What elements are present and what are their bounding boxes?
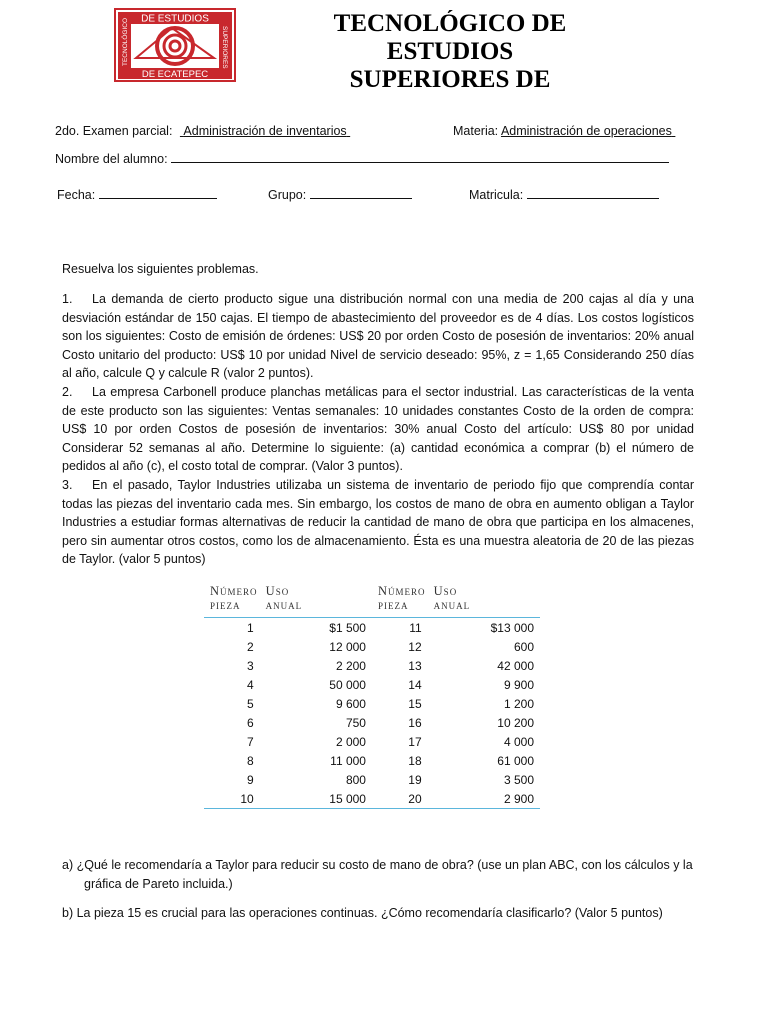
table-row bbox=[204, 675, 540, 694]
student-id-field[interactable] bbox=[469, 186, 659, 202]
annual-use-cell: 12 000 bbox=[329, 639, 366, 654]
annual-use-cell: 2 900 bbox=[428, 789, 540, 809]
question-a-line-2: gráfica de Pareto incluida.) bbox=[84, 876, 233, 891]
exam-field bbox=[55, 124, 350, 138]
part-number-cell: 20 bbox=[372, 789, 428, 809]
part-number-cell: 9 bbox=[246, 772, 254, 787]
problem-2: 2. La empresa Carbonell produce planchas metálicas para el sector industrial. Las características de la venta de este producto son las siguientes: Ventas semanales: 10 unidades constantes Costo de la orden de compra: US$ 10 por orden Costos de posesión de inventarios: 30% anual Costo del artículo: US$ 80 por unidad Considerar 52 semanas al año. Determine lo siguiente: (a) cantidad económica a comprar (b) el número de pedidos al año (c), el costo total de comprar. (Valor 3 puntos). bbox=[62, 384, 694, 474]
question-a-line-1: a) ¿Qué le recomendaría a Taylor para reducir su costo de mano de obra? (use un plan ABC, con los cálculos y la bbox=[62, 858, 693, 872]
problem-3: 3. En el pasado, Taylor Industries utilizaba un sistema de inventario de periodo fijo que comprendía contar todas las piezas del inventario cada mes. Sin embargo, los costos de mano de obra en aumento obligan a Taylor Industries a estudiar formas alternativas de reducir la cantidad de mano de obra que participa en los almacenes, pero sin aumentar otros costos, como los de almacenamiento. Ésta es una muestra aleatoria de 20 de las piezas de Taylor. (valor 5 puntos) bbox=[62, 477, 694, 567]
table-row bbox=[204, 713, 540, 732]
part-number-cell: 17 bbox=[408, 734, 422, 749]
part-number-cell: 18 bbox=[408, 753, 422, 768]
annual-use-cell: 1 200 bbox=[503, 696, 534, 711]
part-number-cell: 13 bbox=[408, 658, 422, 673]
group-field[interactable] bbox=[268, 186, 412, 202]
logo-text-left: TECNOLÓGICO bbox=[122, 17, 129, 66]
table-row bbox=[204, 770, 540, 789]
institution-title bbox=[300, 10, 600, 88]
title-line-2: ESTUDIOS bbox=[386, 38, 514, 65]
part-number-cell: 14 bbox=[408, 677, 422, 692]
annual-use-cell: 15 000 bbox=[260, 789, 372, 809]
part-number-cell: 12 bbox=[408, 639, 422, 654]
problem-list bbox=[62, 290, 694, 569]
header-part-sub-1: pieza bbox=[204, 598, 260, 618]
part-number-cell: 16 bbox=[408, 715, 422, 730]
annual-use-cell: 11 000 bbox=[330, 753, 366, 768]
subject-value: Administración de operaciones bbox=[500, 124, 672, 138]
annual-use-cell: 800 bbox=[345, 772, 366, 787]
part-number-cell: 11 bbox=[409, 620, 422, 635]
student-name-field[interactable] bbox=[55, 150, 669, 166]
subject-field bbox=[453, 124, 675, 138]
header-part-number-1: Número bbox=[210, 584, 258, 598]
annual-use-cell: 42 000 bbox=[497, 658, 534, 673]
table-row bbox=[204, 656, 540, 675]
header-part-sub-2: pieza bbox=[372, 598, 428, 618]
group-label: Grupo: bbox=[268, 188, 307, 202]
group-blank[interactable] bbox=[310, 186, 412, 199]
date-label: Fecha: bbox=[57, 188, 96, 202]
part-number-cell: 15 bbox=[408, 696, 422, 711]
table-row bbox=[204, 637, 540, 656]
exam-label: 2do. Examen parcial: bbox=[55, 124, 173, 138]
part-number-cell: 7 bbox=[246, 734, 254, 749]
part-number-cell: 5 bbox=[246, 696, 254, 711]
part-number-cell: 3 bbox=[246, 658, 254, 673]
table-row bbox=[204, 694, 540, 713]
date-blank[interactable] bbox=[99, 186, 217, 199]
annual-use-cell: 750 bbox=[345, 715, 366, 730]
header-use-sub-1: anual bbox=[260, 598, 372, 618]
part-number-cell: 10 bbox=[204, 789, 260, 809]
part-number-cell: 1 bbox=[246, 620, 254, 635]
title-line-3: SUPERIORES DE bbox=[349, 66, 551, 88]
annual-use-cell: 2 200 bbox=[335, 658, 366, 673]
student-name-label: Nombre del alumno: bbox=[55, 152, 168, 166]
school-logo bbox=[114, 8, 236, 82]
student-id-label: Matricula: bbox=[469, 188, 524, 202]
table-row bbox=[204, 751, 540, 770]
header-use-sub-2: anual bbox=[428, 598, 540, 618]
logo-text-top: DE ESTUDIOS bbox=[141, 13, 209, 25]
part-number-cell: 6 bbox=[246, 715, 254, 730]
problem-1: 1. La demanda de cierto producto sigue una distribución normal con una media de 200 cajas al día y una desviación estándar de 150 cajas. El tiempo de abastecimiento del proveedor es de 4 días. Los costos logísticos son los siguientes: Costo de emisión de órdenes: US$ 20 por orden Costo de posesión de inventarios: 20% anual Costo unitario del producto: US$ 10 por unidad Nivel de servicio deseado: 95%, z = 1,65 Considerando 250 días al año, calcule Q y calcule R (valor 2 puntos). bbox=[62, 292, 694, 381]
part-number-cell: 19 bbox=[408, 772, 422, 787]
annual-use-cell: 600 bbox=[513, 639, 534, 654]
header-annual-use-1: Uso bbox=[265, 584, 290, 598]
annual-use-cell: 50 000 bbox=[329, 677, 366, 692]
part-number-cell: 8 bbox=[246, 753, 254, 768]
annual-use-cell: 61 000 bbox=[497, 753, 534, 768]
date-field[interactable] bbox=[57, 186, 217, 202]
annual-use-cell: $1 500 bbox=[329, 620, 366, 635]
parts-usage-table bbox=[204, 584, 540, 810]
header-part-number-2: Número bbox=[377, 584, 426, 598]
part-number-cell: 4 bbox=[246, 677, 254, 692]
question-b: b) La pieza 15 es crucial para las operaciones continuas. ¿Cómo recomendaría clasificarlo? (Valor 5 puntos) bbox=[62, 906, 663, 920]
school-logo-graphic bbox=[114, 8, 236, 82]
student-id-blank[interactable] bbox=[527, 186, 659, 199]
parts-table-body bbox=[204, 618, 540, 809]
part-number-cell: 2 bbox=[246, 639, 254, 654]
annual-use-cell: 9 900 bbox=[503, 677, 534, 692]
logo-text-bottom: DE ECATEPEC bbox=[141, 69, 209, 80]
table-row bbox=[204, 732, 540, 751]
annual-use-cell: 2 000 bbox=[335, 734, 366, 749]
annual-use-cell: 9 600 bbox=[335, 696, 366, 711]
exam-value: Administración de inventarios bbox=[183, 124, 347, 138]
logo-text-right: SUPERIORES bbox=[221, 26, 228, 69]
subject-label: Materia: bbox=[453, 124, 499, 138]
annual-use-cell: 10 200 bbox=[497, 715, 534, 730]
table-row bbox=[204, 789, 540, 809]
instructions: Resuelva los siguientes problemas. bbox=[62, 262, 259, 276]
annual-use-cell: 3 500 bbox=[503, 772, 534, 787]
header-annual-use-2: Uso bbox=[433, 584, 458, 598]
question-a bbox=[62, 856, 702, 893]
title-line-1: TECNOLÓGICO DE bbox=[333, 10, 567, 37]
annual-use-cell: 4 000 bbox=[503, 734, 534, 749]
table-row bbox=[204, 618, 540, 638]
student-name-blank[interactable] bbox=[171, 150, 669, 163]
annual-use-cell: $13 000 bbox=[490, 620, 534, 635]
